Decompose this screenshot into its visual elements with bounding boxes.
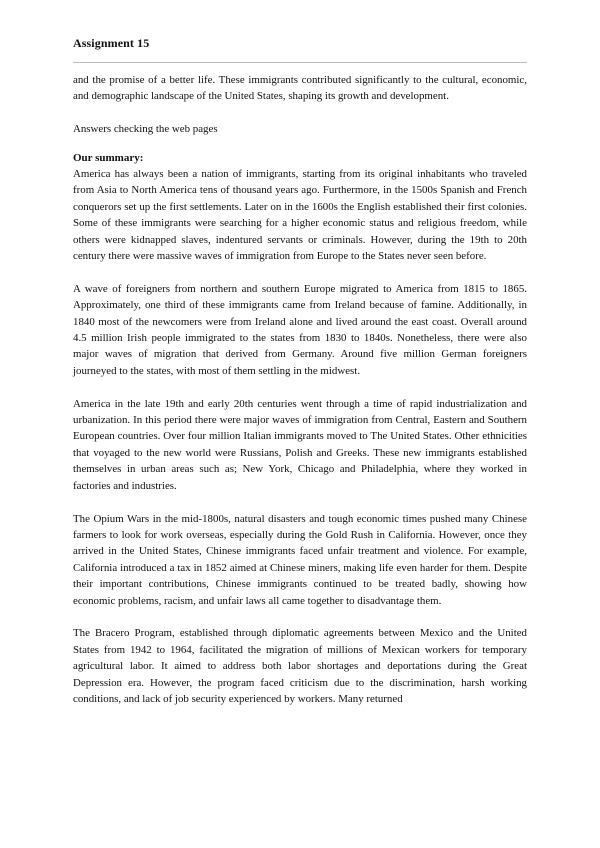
page-title: Assignment 15 [73, 36, 150, 50]
summary-paragraph-1: America has always been a nation of immigrants, starting from its original inhabitants who traveled from Asia to North America tens of thousand years ago. Furthermore, in the 1500s Spanish and French conquerors set up the first settlements. Later on in the 1600s the English established their first colonies. Some of these immigrants were searching for a higher economic status and religious freedom, while others were kidnapped slaves, indentured servants or criminals. However, during the 19th to 20th century there were massive waves of immigration from Europe to the States never seen before. [73, 168, 527, 263]
summary-paragraph-3: America in the late 19th and early 20th centuries went through a time of rapid industrialization and urbanization. In this period there were major waves of immigration from Central, Eastern and Southern European countries. Over four million Italian immigrants moved to The United States. Other ethnicities that voyaged to the new world were Russians, Polish and Greeks. These new immigrants established themselves in urban areas such as; New York, Chicago and Philadelphia, where they worked in factories and industries. [73, 397, 527, 492]
summary-paragraph-2: A wave of foreigners from northern and southern Europe migrated to America from 1815 to 1865. Approximately, one third of these immigrants came from Ireland because of famine. Additionally, in 1840 most of the newcomers were from Ireland alone and lived around the east coast. Overall around 4.5 million Irish people immigrated to the states from 1830 to 1840s. Nonetheless, there were also major waves of migration that derived from Germany. Around five million German foreigners journeyed to the states, with most of them settling in the midwest. [73, 282, 527, 377]
summary-heading: Our summary: [73, 151, 144, 164]
summary-paragraph-4: The Opium Wars in the mid-1800s, natural disasters and tough economic times pushed many Chinese farmers to look for work overseas, especially during the Gold Rush in California. However, once they arrived in the United States, Chinese immigrants faced unfair treatment and violence. For example, California introduced a tax in 1852 aimed at Chinese miners, making life even harder for them. Despite their important contributions, Chinese immigrants continued to be treated badly, showing how economic problems, racism, and unfair laws all came together to disadvantage them. [73, 512, 527, 607]
summary-paragraph-5: The Bracero Program, established through diplomatic agreements between Mexico and the United States from 1942 to 1964, facilitated the migration of millions of Mexican workers for temporary agricultural labor. It aimed to address both labor shortages and deportations during the Great Depression era. However, the program faced criticism due to the discrimination, harsh working conditions, and lack of job security experienced by workers. Many returned [73, 627, 527, 705]
intro-continuation-paragraph: and the promise of a better life. These immigrants contributed significantly to the cultural, economic, and demographic landscape of the United States, shaping its growth and development. [73, 74, 527, 103]
header-divider [73, 62, 527, 63]
answers-label: Answers checking the web pages [73, 123, 218, 136]
document-body [73, 72, 527, 707]
